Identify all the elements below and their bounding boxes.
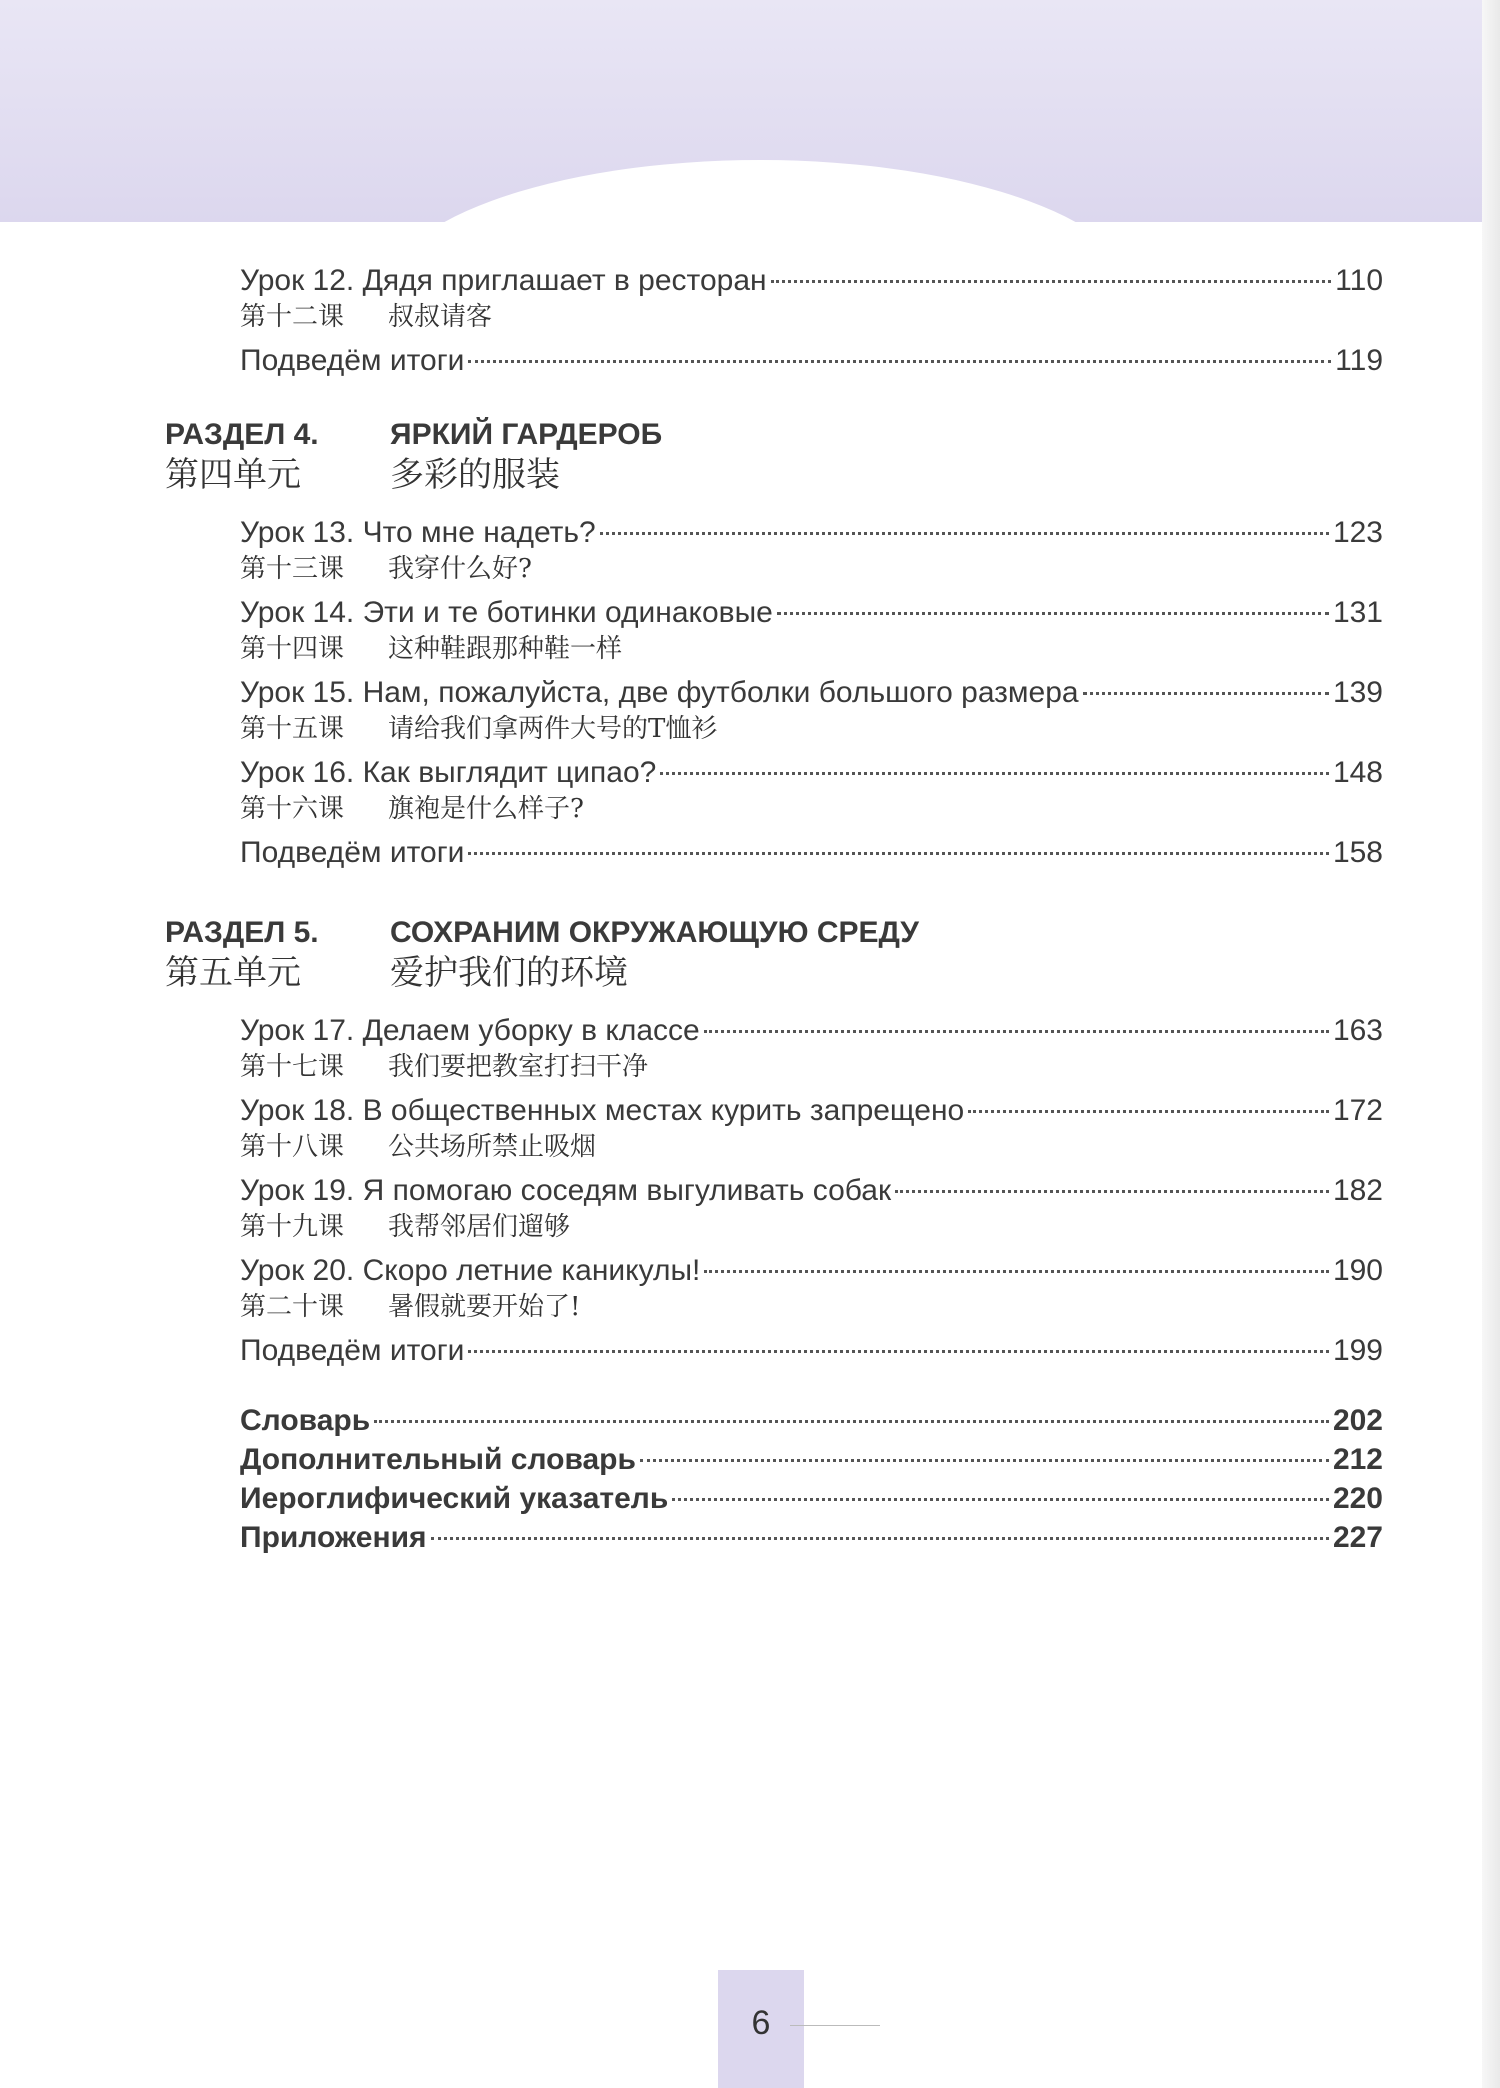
toc-entry[interactable] xyxy=(240,1252,1383,1290)
section-4-number: РАЗДЕЛ 4. xyxy=(165,418,319,451)
toc-entry-title: Урок 15. Нам, пожалуйста, две футболки большого размера xyxy=(240,676,1079,709)
toc-dot-leader xyxy=(895,1190,1329,1193)
toc-page-number: 123 xyxy=(1332,516,1383,549)
toc-entry[interactable] xyxy=(240,1332,1383,1370)
section-5-cn-number: 第五单元 xyxy=(165,953,301,993)
toc-cn-number: 第十五课 xyxy=(240,714,345,744)
toc-cn-number: 第十八课 xyxy=(240,1132,345,1162)
toc-page-number: 182 xyxy=(1332,1174,1383,1207)
toc-entry[interactable] xyxy=(240,342,1383,380)
toc-entry-title: Подведём итоги xyxy=(240,344,465,377)
toc-entry[interactable] xyxy=(240,674,1383,712)
toc-cn-line xyxy=(240,632,622,666)
page-edge xyxy=(1482,0,1500,2088)
toc-entry[interactable] xyxy=(240,754,1383,792)
toc-cn-title: 请给我们拿两件大号的T恤衫 xyxy=(388,714,718,744)
toc-cn-number: 第二十课 xyxy=(240,1292,345,1322)
toc-entry[interactable] xyxy=(240,594,1383,632)
toc-entry[interactable] xyxy=(240,1402,1383,1440)
section-5-title: СОХРАНИМ ОКРУЖАЮЩУЮ СРЕДУ xyxy=(390,916,919,949)
toc-entry-title: Словарь xyxy=(240,1404,371,1437)
toc-dot-leader xyxy=(640,1459,1329,1462)
toc-cn-number: 第十九课 xyxy=(240,1212,345,1242)
toc-entry-title: Подведём итоги xyxy=(240,836,465,869)
toc-dot-leader xyxy=(704,1270,1329,1273)
toc-entry-title: Урок 17. Делаем уборку в классе xyxy=(240,1014,700,1047)
toc-entry-title: Урок 18. В общественных местах курить запрещено xyxy=(240,1094,965,1127)
toc-dot-leader xyxy=(468,852,1329,855)
page-number: 6 xyxy=(751,2004,771,2042)
toc-entry[interactable] xyxy=(240,1092,1383,1130)
section-5-heading xyxy=(165,914,919,952)
toc-dot-leader xyxy=(968,1110,1329,1113)
toc-page-number: 199 xyxy=(1332,1334,1383,1367)
toc-dot-leader xyxy=(431,1537,1329,1540)
toc-cn-title: 我穿什么好? xyxy=(388,554,532,584)
toc-cn-title: 我们要把教室打扫干净 xyxy=(388,1052,649,1082)
toc-entry-title: Дополнительный словарь xyxy=(240,1443,636,1476)
toc-cn-title: 叔叔请客 xyxy=(388,302,493,332)
toc-entry-title: Приложения xyxy=(240,1521,427,1554)
toc-cn-line xyxy=(240,552,532,586)
toc-cn-number: 第十七课 xyxy=(240,1052,345,1082)
toc-entry-title: Урок 16. Как выглядит ципао? xyxy=(240,756,657,789)
toc-dot-leader xyxy=(672,1498,1329,1501)
toc-entry-title: Иероглифический указатель xyxy=(240,1482,669,1515)
toc-cn-number: 第十六课 xyxy=(240,794,345,824)
toc-cn-number: 第十三课 xyxy=(240,554,345,584)
toc-cn-title: 旗袍是什么样子? xyxy=(388,794,584,824)
toc-dot-leader xyxy=(468,360,1331,363)
toc-page-number: 139 xyxy=(1332,676,1383,709)
toc-entry-title: Подведём итоги xyxy=(240,1334,465,1367)
toc-dot-leader xyxy=(704,1030,1329,1033)
toc-page-number: 172 xyxy=(1332,1094,1383,1127)
toc-cn-line xyxy=(240,1130,596,1164)
toc-dot-leader xyxy=(771,280,1332,283)
toc-entry[interactable] xyxy=(240,262,1383,300)
toc-page-number: 212 xyxy=(1332,1443,1383,1476)
toc-page-number: 190 xyxy=(1332,1254,1383,1287)
toc-dot-leader xyxy=(660,772,1329,775)
section-5-cn-heading xyxy=(165,952,628,994)
toc-cn-title: 这种鞋跟那种鞋一样 xyxy=(388,634,623,664)
toc-entry-title: Урок 13. Что мне надеть? xyxy=(240,516,596,549)
toc-cn-line xyxy=(240,1210,570,1244)
toc-cn-line xyxy=(240,1050,648,1084)
toc-page-number: 227 xyxy=(1332,1521,1383,1554)
toc-cn-title: 暑假就要开始了! xyxy=(388,1292,581,1322)
toc-page-number: 119 xyxy=(1335,344,1383,377)
toc-cn-number: 第十二课 xyxy=(240,302,345,332)
toc-cn-title: 公共场所禁止吸烟 xyxy=(388,1132,597,1162)
section-4-cn-heading xyxy=(165,454,560,496)
section-5-cn-title: 爱护我们的环境 xyxy=(390,953,628,993)
toc-page-number: 163 xyxy=(1332,1014,1383,1047)
section-5-number: РАЗДЕЛ 5. xyxy=(165,916,319,949)
page-number-rule xyxy=(790,2025,880,2026)
toc-page-number: 202 xyxy=(1332,1404,1383,1437)
toc-entry[interactable] xyxy=(240,1172,1383,1210)
toc-dot-leader xyxy=(374,1420,1329,1423)
toc-dot-leader xyxy=(468,1350,1329,1353)
toc-cn-line xyxy=(240,792,584,826)
toc-entry-title: Урок 20. Скоро летние каникулы! xyxy=(240,1254,701,1287)
toc-page-number: 158 xyxy=(1332,836,1383,869)
toc-page-number: 148 xyxy=(1332,756,1383,789)
toc-entry[interactable] xyxy=(240,1480,1383,1518)
toc-cn-number: 第十四课 xyxy=(240,634,345,664)
toc-entry[interactable] xyxy=(240,1441,1383,1479)
toc-dot-leader xyxy=(1083,692,1329,695)
toc-entry[interactable] xyxy=(240,1519,1383,1557)
toc-dot-leader xyxy=(777,612,1329,615)
section-4-cn-number: 第四单元 xyxy=(165,455,301,495)
section-4-cn-title: 多彩的服装 xyxy=(390,455,560,495)
toc-page-number: 110 xyxy=(1335,264,1383,297)
toc-cn-line xyxy=(240,1290,580,1324)
toc-page-number: 220 xyxy=(1332,1482,1383,1515)
toc-entry[interactable] xyxy=(240,514,1383,552)
toc-entry-title: Урок 12. Дядя приглашает в ресторан xyxy=(240,264,767,297)
toc-entry[interactable] xyxy=(240,1012,1383,1050)
section-4-title: ЯРКИЙ ГАРДЕРОБ xyxy=(390,418,663,451)
toc-cn-title: 我帮邻居们遛够 xyxy=(388,1212,571,1242)
toc-dot-leader xyxy=(600,532,1329,535)
toc-entry-title: Урок 19. Я помогаю соседям выгуливать собак xyxy=(240,1174,892,1207)
toc-entry[interactable] xyxy=(240,834,1383,872)
section-4-heading xyxy=(165,416,662,454)
toc-page-number: 131 xyxy=(1332,596,1383,629)
toc-cn-line xyxy=(240,712,717,746)
toc-cn-line xyxy=(240,300,492,334)
toc-entry-title: Урок 14. Эти и те ботинки одинаковые xyxy=(240,596,773,629)
